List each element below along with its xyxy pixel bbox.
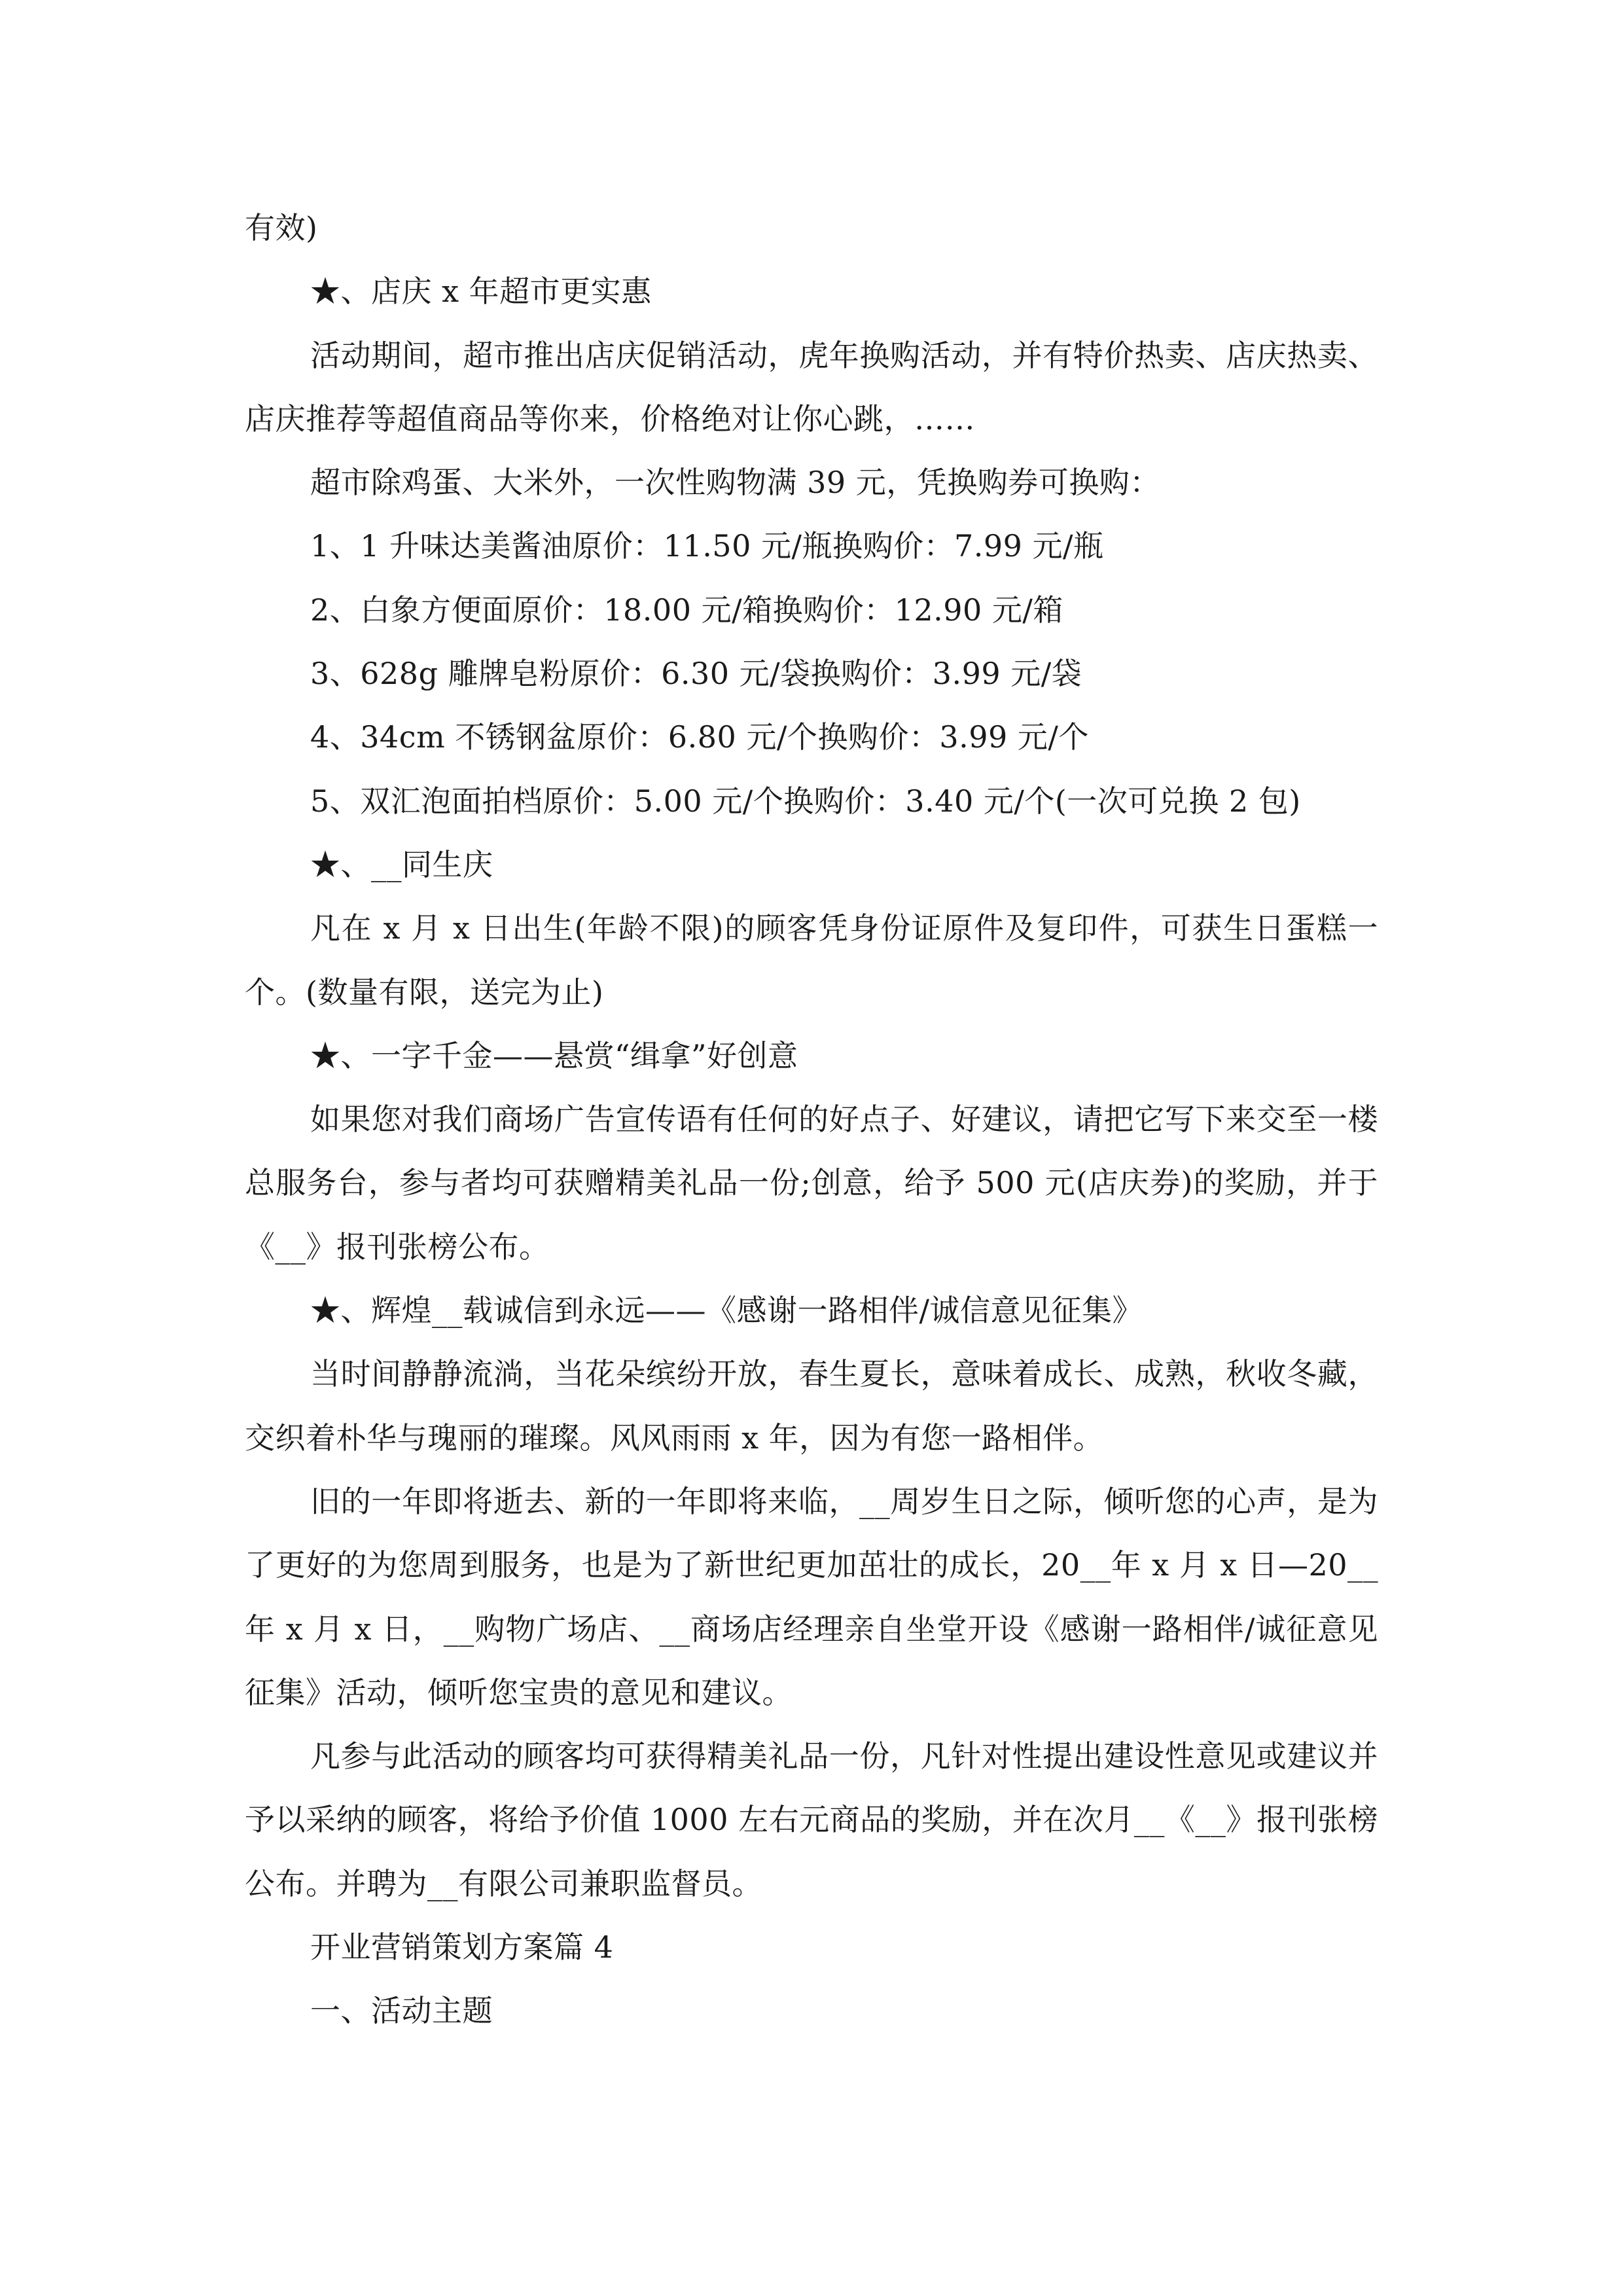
text-line: 超市除鸡蛋、大米外，一次性购物满 39 元，凭换购券可换购：: [310, 465, 1160, 501]
document-body: [245, 196, 1378, 2043]
section-heading: ★、一字千金——悬赏“缉拿”好创意: [310, 1037, 798, 1073]
paragraph: 凡在 x 月 x 日出生(年龄不限)的顾客凭身份证原件及复印件，可获生日蛋糕一个。(数量有限，送完为止): [245, 910, 1378, 1010]
list-item: 1、1 升味达美酱油原价：11.50 元/瓶换购价：7.99 元/瓶: [310, 528, 1104, 564]
paragraph: 旧的一年即将逝去、新的一年即将来临，__周岁生日之际，倾听您的心声，是为了更好的为您周到服务，也是为了新世纪更加茁壮的成长，20__年 x 月 x 日—20__年 x 月 x 日，__购物广场店、__商场店经理亲自坐堂开设《感谢一路相伴/诚征意见征集》活动，倾听您宝贵的意见和建议。: [245, 1483, 1378, 1710]
section-heading: ★、店庆 x 年超市更实惠: [310, 274, 652, 310]
list-item: 3、628g 雕牌皂粉原价：6.30 元/袋换购价：3.99 元/袋: [310, 656, 1082, 692]
list-item: 5、双汇泡面拍档原价：5.00 元/个换购价：3.40 元/个(一次可兑换 2 包): [310, 783, 1301, 819]
paragraph: 如果您对我们商场广告宣传语有任何的好点子、好建议，请把它写下来交至一楼总服务台，参与者均可获赠精美礼品一份;创意，给予 500 元(店庆券)的奖励，并于《__》报刊张榜公布。: [245, 1102, 1378, 1265]
paragraph: 凡参与此活动的顾客均可获得精美礼品一份，凡针对性提出建设性意见或建议并予以采纳的顾客，将给予价值 1000 左右元商品的奖励，并在次月__《__》报刊张榜公布。并聘为__有限公司兼职监督员。: [245, 1738, 1378, 1901]
list-item: 4、34cm 不锈钢盆原价：6.80 元/个换购价：3.99 元/个: [310, 719, 1089, 755]
text-line: 有效): [245, 210, 318, 245]
paragraph: 当时间静静流淌，当花朵缤纷开放，春生夏长，意味着成长、成熟，秋收冬藏，交织着朴华与瑰丽的璀璨。风风雨雨 x 年，因为有您一路相伴。: [245, 1356, 1378, 1456]
section-heading: ★、__同生庆: [310, 846, 493, 882]
section-heading: 一、活动主题: [310, 1993, 493, 2029]
paragraph: 活动期间，超市推出店庆促销活动，虎年换购活动，并有特价热卖、店庆热卖、店庆推荐等超值商品等你来，价格绝对让你心跳，……: [245, 337, 1378, 437]
chapter-title: 开业营销策划方案篇 4: [310, 1929, 614, 1965]
list-item: 2、白象方便面原价：18.00 元/箱换购价：12.90 元/箱: [310, 592, 1063, 628]
section-heading: ★、辉煌__载诚信到永远——《感谢一路相伴/诚信意见征集》: [310, 1293, 1143, 1329]
